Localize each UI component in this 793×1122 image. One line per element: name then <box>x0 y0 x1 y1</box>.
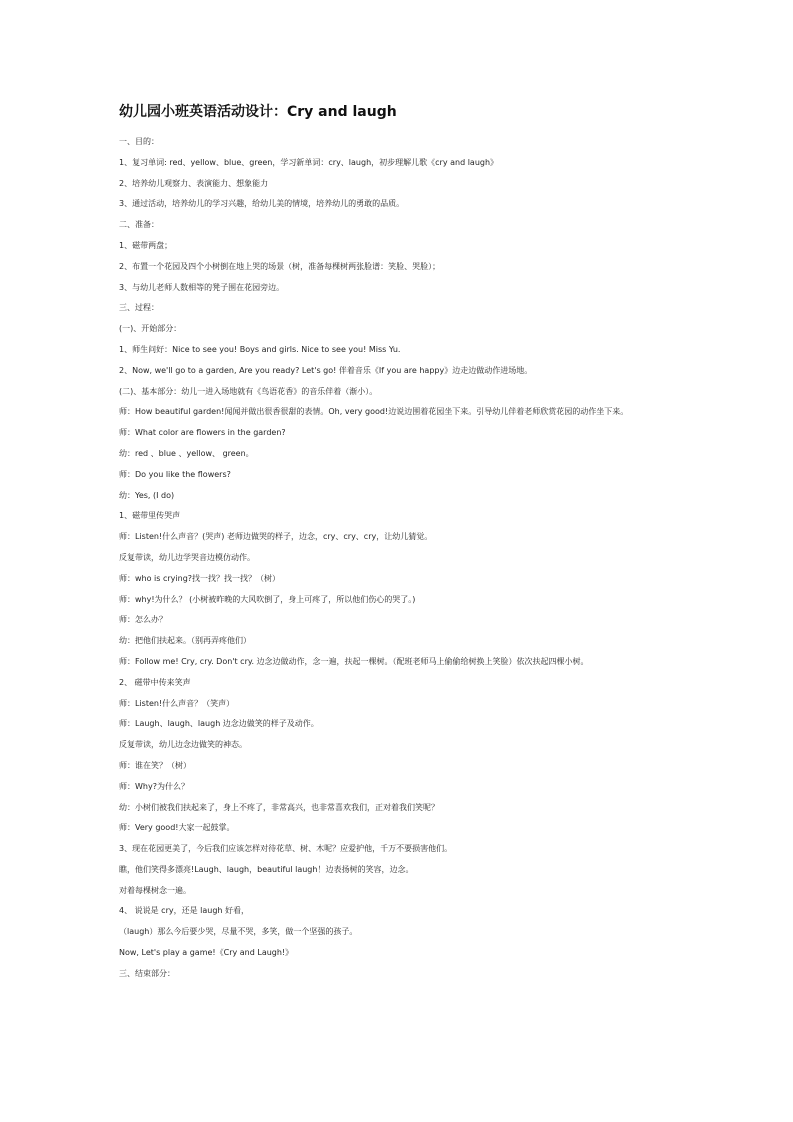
paragraph-line: 3、与幼儿老师人数相等的凳子围在花园旁边。 <box>119 282 285 292</box>
paragraph-line: 1、磁带两盘； <box>119 240 173 250</box>
paragraph-line: 2、Now, we'll go to a garden, Are you ready? Let's go! 伴着音乐《If you are happy》边走边做动作进场地。 <box>119 365 533 375</box>
paragraph-line: 师：谁在笑？（树） <box>119 760 191 770</box>
paragraph-line: 师：Why?为什么？ <box>119 781 189 791</box>
paragraph-line: 对着每棵树念一遍。 <box>119 885 191 895</box>
paragraph-line: 师：怎么办？ <box>119 615 167 625</box>
paragraph-line: 师：Laugh、laugh、laugh 边念边做笑的样子及动作。 <box>119 719 319 729</box>
paragraph-line: 师：Very good!大家一起鼓掌。 <box>119 823 235 833</box>
paragraph-line: 反复带读，幼儿边学哭音边模仿动作。 <box>119 552 255 562</box>
paragraph-line: 3、通过活动，培养幼儿的学习兴趣，给幼儿美的情境，培养幼儿的勇敢的品质。 <box>119 199 405 209</box>
paragraph-line: Now, Let's play a game!《Cry and Laugh!》 <box>119 948 294 958</box>
paragraph-line: 师：Follow me! Cry, cry. Don't cry. 边念边做动作，念一遍，扶起一棵树。（配班老师马上偷偷给树换上笑脸）依次扶起四棵小树。 <box>119 656 589 666</box>
paragraph-line: 瞧，他们笑得多漂亮!Laugh、laugh，beautiful laugh！边表扬树的笑容，边念。 <box>119 864 414 874</box>
paragraph-line: 幼：red 、blue 、yellow、 green。 <box>119 448 254 458</box>
document-body <box>119 132 679 985</box>
paragraph-line: 师：who is crying?找一找？找一找？（树） <box>119 573 281 583</box>
paragraph-line: (一)、开始部分： <box>119 324 182 334</box>
paragraph-line: 师：What color are flowers in the garden? <box>119 428 286 438</box>
paragraph-line: 师：Listen!什么声音？（笑声） <box>119 698 235 708</box>
paragraph-line: 2、 磁带中传来笑声 <box>119 677 191 687</box>
paragraph-line: 幼：Yes, (I do) <box>119 490 175 500</box>
paragraph-line: 师：Do you like the flowers? <box>119 469 231 479</box>
paragraph-line: 师：why!为什么？ (小树被昨晚的大风吹倒了，身上可疼了，所以他们伤心的哭了。) <box>119 594 416 604</box>
paragraph-line: 1、磁带里传哭声 <box>119 511 181 521</box>
paragraph-line: 1、复习单词: red、yellow、blue、green，学习新单词：cry、laugh，初步理解儿歌《cry and laugh》 <box>119 157 499 167</box>
paragraph-line: 三、过程： <box>119 303 159 313</box>
paragraph-line: 一、目的： <box>119 137 159 146</box>
paragraph-line: （laugh）那么今后要少哭，尽量不哭，多笑，做一个坚强的孩子。 <box>119 927 358 937</box>
paragraph-line: 4、 说说是 cry，还是 laugh 好看， <box>119 906 250 916</box>
paragraph-line: 2、布置一个花园及四个小树倒在地上哭的场景（树，准备每棵树两张脸谱：笑脸、哭脸）； <box>119 261 441 271</box>
paragraph-line: 三、结束部分： <box>119 968 175 978</box>
paragraph-line: 幼：小树们被我们扶起来了，身上不疼了，非常高兴，也非常喜欢我们，正对着我们笑呢？ <box>119 802 439 812</box>
paragraph-line: 师：How beautiful garden!闻闻并做出很香很甜的表情。Oh, very good!边说边围着花园坐下来。引导幼儿伴着老师欣赏花园的动作坐下来。 <box>119 407 629 417</box>
paragraph-line: 2、培养幼儿观察力、表演能力、想象能力 <box>119 178 269 188</box>
document-title: 幼儿园小班英语活动设计：Cry and laugh <box>119 104 397 120</box>
paragraph-line: 1、师生问好：Nice to see you! Boys and girls. Nice to see you! Miss Yu. <box>119 344 401 354</box>
paragraph-line: 反复带读，幼儿边念边做笑的神态。 <box>119 740 247 750</box>
paragraph-line: 师：Listen!什么声音？(哭声) 老师边做哭的样子，边念，cry、cry、cry，让幼儿猜觉。 <box>119 532 433 542</box>
paragraph-line: 幼：把他们扶起来。（别再弄疼他们） <box>119 636 251 646</box>
paragraph-line: 3、现在花园更美了，今后我们应该怎样对待花草、树、木呢？应爱护他，千万不要损害他们。 <box>119 844 453 854</box>
paragraph-line: 二、准备： <box>119 220 159 230</box>
paragraph-line: (二)、基本部分：幼儿一进入场地就有《鸟语花香》的音乐伴着（渐小）。 <box>119 386 378 396</box>
